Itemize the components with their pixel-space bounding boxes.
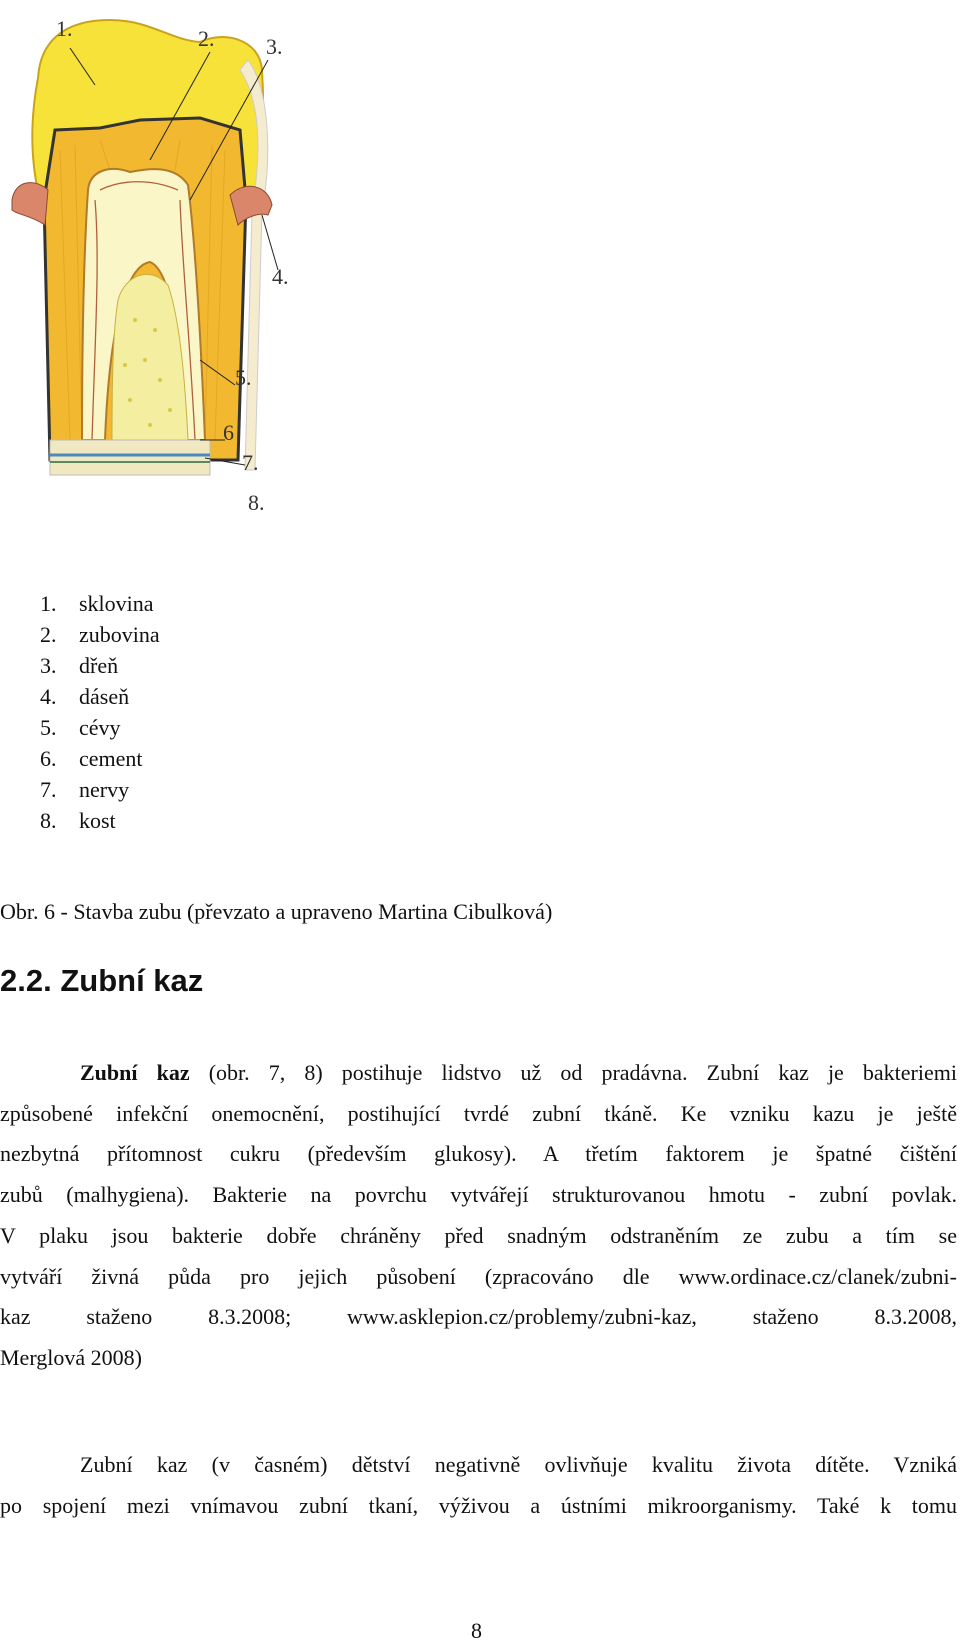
legend-item: 6. cement — [40, 746, 143, 771]
legend-item: 1. sklovina — [40, 591, 154, 616]
figure-caption: Obr. 6 - Stavba zubu (převzato a upraveno Martina Cibulková) — [0, 899, 553, 924]
paragraph-line: kaz staženo 8.3.2008; www.asklepion.cz/problemy/zubni-kaz, staženo 8.3.2008, — [0, 1304, 957, 1330]
legend-item: 7. nervy — [40, 777, 130, 802]
paragraph-line: po spojení mezi vnímavou zubní tkaní, výživou a ústními mikroorganismy. Také k tomu — [0, 1492, 957, 1518]
figure-legend — [40, 588, 160, 836]
paragraph-1 — [0, 1053, 957, 1379]
fig-label-6: 6 — [223, 420, 234, 445]
legend-item: 3. dřeň — [40, 653, 119, 678]
paragraph-line: Merglová 2008) — [0, 1344, 142, 1370]
paragraph-line: Zubní kaz (v časném) dětství negativně ovlivňuje kvalitu života dítěte. Vzniká — [80, 1452, 957, 1477]
fig-label-1: 1. — [56, 16, 73, 41]
fig-label-8: 8. — [248, 490, 265, 515]
tooth-structure-figure — [0, 0, 320, 540]
legend-item: 8. kost — [40, 808, 116, 833]
fig-label-3: 3. — [266, 34, 283, 59]
page-number: 8 — [471, 1618, 482, 1643]
fig-label-4: 4. — [272, 264, 289, 289]
legend-item: 4. dáseň — [40, 684, 130, 709]
paragraph-line: Zubní kaz (obr. 7, 8) postihuje lidstvo už od pradávna. Zubní kaz je bakteriemi — [80, 1060, 957, 1085]
section-heading: 2.2. Zubní kaz — [0, 963, 204, 998]
bold-term: Zubní kaz — [80, 1060, 190, 1085]
gum-left — [12, 183, 48, 225]
fig-label-2: 2. — [198, 26, 215, 51]
paragraph-line: vytváří živná půda pro jejich působení (zpracováno dle www.ordinace.cz/clanek/zubni- — [0, 1263, 957, 1289]
gum-right — [230, 186, 272, 225]
fig-label-7: 7. — [242, 450, 259, 475]
legend-item: 2. zubovina — [40, 622, 160, 647]
legend-item: 5. cévy — [40, 715, 121, 740]
paragraph-line: způsobené infekční onemocnění, postihující tvrdé zubní tkáně. Ke vzniku kazu je ještě — [0, 1100, 957, 1126]
paragraph-line: nezbytná přítomnost cukru (především glukosy). A třetím faktorem je špatné čištění — [0, 1141, 957, 1167]
paragraph-line: zubů (malhygiena). Bakterie na povrchu vytvářejí strukturovanou hmotu - zubní povlak. — [0, 1182, 957, 1208]
paragraph-line: V plaku jsou bakterie dobře chráněny před snadným odstraněním ze zubu a tím se — [0, 1222, 957, 1248]
base-bone — [50, 440, 210, 475]
fig-label-5: 5. — [235, 365, 252, 390]
paragraph-2 — [0, 1445, 957, 1526]
